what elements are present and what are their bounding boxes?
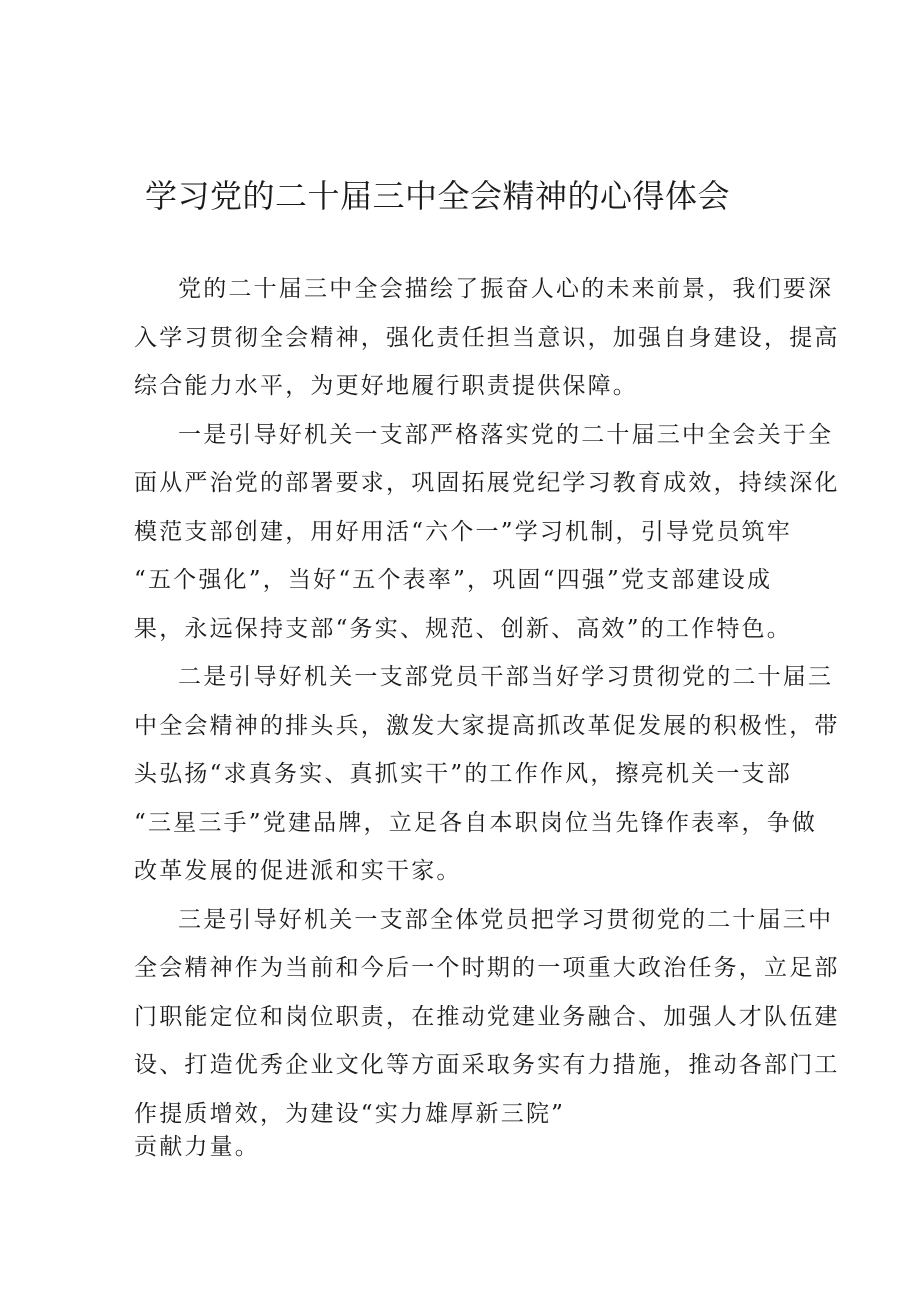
paragraph-line: 头弘扬“求真务实、真抓实干”的工作作风，擦亮机关一支部 <box>134 761 792 787</box>
paragraph-line: 面从严治党的部署要求，巩固拓展党纪学习教育成效，持续深化 <box>134 470 840 496</box>
paragraph-line: 果，永远保持支部“务实、规范、创新、高效”的工作特色。 <box>134 616 792 642</box>
paragraph-line: 三是引导好机关一支部全体党员把学习贯彻党的二十届三中 <box>178 907 834 933</box>
paragraph-line: 党的二十届三中全会描绘了振奋人心的未来前景，我们要深 <box>178 276 834 302</box>
paragraph-line: 中全会精神的排头兵，激发大家提高抓改革促发展的积极性，带 <box>134 713 840 739</box>
paragraph-line: 门职能定位和岗位职责，在推动党建业务融合、加强人才队伍建 <box>134 1004 840 1030</box>
paragraph-line: “五个强化”，当好“五个表率”，巩固“四强”党支部建设成 <box>134 567 773 593</box>
paragraph-line: 设、打造优秀企业文化等方面采取务实有力措施，推动各部门工 <box>134 1052 840 1078</box>
paragraph-line: 综合能力水平，为更好地履行职责提供保障。 <box>134 373 638 399</box>
paragraph-line: 贡献力量。 <box>134 1134 260 1160</box>
paragraph-line: 全会精神作为当前和今后一个时期的一项重大政治任务，立足部 <box>134 955 840 981</box>
paragraph-line: 二是引导好机关一支部党员干部当好学习贯彻党的二十届三 <box>178 664 834 690</box>
paragraph-line: 模范支部创建，用好用活“六个一”学习机制，引导党员筑牢 <box>134 519 792 545</box>
document-title: 学习党的二十届三中全会精神的心得体会 <box>145 177 731 215</box>
paragraph-line: 改革发展的促进派和实干家。 <box>134 858 462 884</box>
paragraph-line: 入学习贯彻全会精神，强化责任担当意识，加强自身建设，提高 <box>134 325 840 351</box>
paragraph-line: “三星三手”党建品牌，立足各自本职岗位当先锋作表率，争做 <box>134 810 818 836</box>
paragraph-line: 一是引导好机关一支部严格落实党的二十届三中全会关于全 <box>178 422 834 448</box>
paragraph-line: 作提质增效，为建设“实力雄厚新三院” <box>134 1101 566 1127</box>
